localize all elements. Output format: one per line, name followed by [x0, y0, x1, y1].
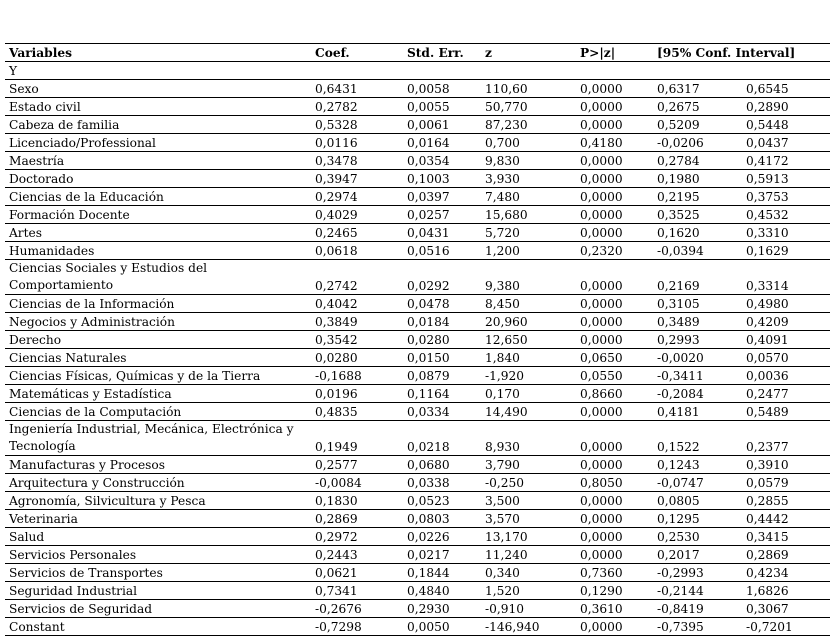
variable-cell: Ciencias de la Información — [5, 295, 311, 313]
conf-high-cell: 0,2477 — [742, 385, 830, 403]
std-err-cell: 0,0516 — [403, 242, 481, 260]
variable-cell: Ciencias de la Computación — [5, 403, 311, 421]
std-err-cell: 0,0680 — [403, 456, 481, 474]
variable-cell: Arquitectura y Construcción — [5, 474, 311, 492]
coef-cell: 0,6431 — [311, 80, 403, 98]
p-value-cell: 0,0000 — [576, 170, 653, 188]
p-value-cell: 0,0000 — [576, 98, 653, 116]
std-err-cell: 0,0164 — [403, 134, 481, 152]
conf-low-cell: -0,0206 — [653, 134, 742, 152]
coef-cell: 0,0280 — [311, 349, 403, 367]
p-value-cell: 0,0000 — [576, 492, 653, 510]
table-row — [5, 80, 830, 98]
table-row — [5, 313, 830, 331]
conf-high-cell: 0,5448 — [742, 116, 830, 134]
conf-high-cell: 0,4532 — [742, 206, 830, 224]
table-row — [5, 582, 830, 600]
header-p-value: P>|z| — [576, 44, 653, 62]
p-value-cell: 0,3610 — [576, 600, 653, 618]
table-row — [5, 546, 830, 564]
conf-high-cell: 0,3310 — [742, 224, 830, 242]
conf-high-cell: 0,5913 — [742, 170, 830, 188]
conf-high-cell: 0,4172 — [742, 152, 830, 170]
std-err-cell: 0,0478 — [403, 295, 481, 313]
variable-cell: Estado civil — [5, 98, 311, 116]
coef-cell: 0,2782 — [311, 98, 403, 116]
z-cell: 3,930 — [481, 170, 576, 188]
conf-high-cell: 0,4980 — [742, 295, 830, 313]
conf-high-cell: -0,7201 — [742, 618, 830, 636]
p-value-cell: 0,0000 — [576, 188, 653, 206]
table-row — [5, 474, 830, 492]
coef-cell: 0,3478 — [311, 152, 403, 170]
z-cell: -0,910 — [481, 600, 576, 618]
p-value-cell: 0,0000 — [576, 331, 653, 349]
coef-cell: 0,4042 — [311, 295, 403, 313]
coef-cell: 0,3542 — [311, 331, 403, 349]
conf-high-cell: 0,3753 — [742, 188, 830, 206]
variable-cell: Artes — [5, 224, 311, 242]
std-err-cell: 0,0280 — [403, 331, 481, 349]
variable-cell: Matemáticas y Estadística — [5, 385, 311, 403]
z-cell: 15,680 — [481, 206, 576, 224]
conf-high-cell: 0,2869 — [742, 546, 830, 564]
z-cell: 0,170 — [481, 385, 576, 403]
coef-cell: -0,1688 — [311, 367, 403, 385]
variable-cell: Servicios de Seguridad — [5, 600, 311, 618]
p-value-cell: 0,0000 — [576, 456, 653, 474]
header-row — [5, 44, 830, 62]
table-row — [5, 134, 830, 152]
std-err-cell: 0,2930 — [403, 600, 481, 618]
header-coef: Coef. — [311, 44, 403, 62]
conf-high-cell: 0,4234 — [742, 564, 830, 582]
std-err-cell: 0,0058 — [403, 80, 481, 98]
z-cell: 1,840 — [481, 349, 576, 367]
std-err-cell: 0,0150 — [403, 349, 481, 367]
coef-cell: 0,3849 — [311, 313, 403, 331]
p-value-cell: 0,0000 — [576, 260, 653, 295]
header-variables: Variables — [5, 44, 311, 62]
std-err-cell: 0,1003 — [403, 170, 481, 188]
p-value-cell: 0,0000 — [576, 528, 653, 546]
conf-low-cell: 0,2993 — [653, 331, 742, 349]
table-row — [5, 456, 830, 474]
variable-cell: Maestría — [5, 152, 311, 170]
conf-low-cell: 0,0805 — [653, 492, 742, 510]
std-err-cell: 0,0218 — [403, 421, 481, 456]
z-cell: 7,480 — [481, 188, 576, 206]
z-cell: 12,650 — [481, 331, 576, 349]
conf-high-cell: 0,3910 — [742, 456, 830, 474]
std-err-cell: 0,0397 — [403, 188, 481, 206]
variable-cell: Ingeniería Industrial, Mecánica, Electrónica y Tecnología — [5, 421, 311, 456]
conf-low-cell: 0,3105 — [653, 295, 742, 313]
z-cell: 9,830 — [481, 152, 576, 170]
p-value-cell: 0,0000 — [576, 546, 653, 564]
variable-cell: Negocios y Administración — [5, 313, 311, 331]
conf-low-cell: 0,3525 — [653, 206, 742, 224]
table-header — [5, 44, 830, 62]
z-cell: 0,340 — [481, 564, 576, 582]
conf-low-cell: -0,7395 — [653, 618, 742, 636]
variable-cell: Seguridad Industrial — [5, 582, 311, 600]
std-err-cell: 0,0523 — [403, 492, 481, 510]
header-z: z — [481, 44, 576, 62]
coef-cell: 0,4029 — [311, 206, 403, 224]
std-err-cell: 0,0338 — [403, 474, 481, 492]
z-cell: 87,230 — [481, 116, 576, 134]
z-cell: 8,930 — [481, 421, 576, 456]
z-cell: -1,920 — [481, 367, 576, 385]
p-value-cell: 0,0000 — [576, 618, 653, 636]
coef-cell: 0,7341 — [311, 582, 403, 600]
conf-low-cell: 0,4181 — [653, 403, 742, 421]
conf-low-cell: 0,2784 — [653, 152, 742, 170]
p-value-cell: 0,0000 — [576, 510, 653, 528]
coef-cell: 0,0196 — [311, 385, 403, 403]
conf-low-cell: 0,2675 — [653, 98, 742, 116]
variable-cell: Agronomía, Silvicultura y Pesca — [5, 492, 311, 510]
table-row — [5, 98, 830, 116]
coef-cell: 0,4835 — [311, 403, 403, 421]
z-cell: 1,200 — [481, 242, 576, 260]
p-value-cell: 0,0650 — [576, 349, 653, 367]
coef-cell: 0,2869 — [311, 510, 403, 528]
variable-cell: Humanidades — [5, 242, 311, 260]
std-err-cell: 0,0050 — [403, 618, 481, 636]
table-row — [5, 528, 830, 546]
conf-high-cell: 1,6826 — [742, 582, 830, 600]
coef-cell: 0,2465 — [311, 224, 403, 242]
std-err-cell: 0,0184 — [403, 313, 481, 331]
std-err-cell: 0,0803 — [403, 510, 481, 528]
variable-cell: Cabeza de familia — [5, 116, 311, 134]
p-value-cell: 0,1290 — [576, 582, 653, 600]
std-err-cell: 0,0431 — [403, 224, 481, 242]
conf-low-cell: -0,0394 — [653, 242, 742, 260]
coef-cell: 0,0621 — [311, 564, 403, 582]
variable-cell: Formación Docente — [5, 206, 311, 224]
p-value-cell: 0,8660 — [576, 385, 653, 403]
p-value-cell: 0,0000 — [576, 313, 653, 331]
z-cell: 11,240 — [481, 546, 576, 564]
z-cell: -0,250 — [481, 474, 576, 492]
p-value-cell: 0,0000 — [576, 421, 653, 456]
table-row — [5, 403, 830, 421]
std-err-cell: 0,0226 — [403, 528, 481, 546]
z-cell: 8,450 — [481, 295, 576, 313]
table-row — [5, 492, 830, 510]
conf-high-cell: 0,4442 — [742, 510, 830, 528]
table-row — [5, 260, 830, 295]
coef-cell: 0,2742 — [311, 260, 403, 295]
z-cell: 20,960 — [481, 313, 576, 331]
table-row — [5, 152, 830, 170]
p-value-cell: 0,0000 — [576, 403, 653, 421]
p-value-cell: 0,0000 — [576, 80, 653, 98]
z-cell: -146,940 — [481, 618, 576, 636]
coef-cell: 0,2443 — [311, 546, 403, 564]
z-cell: 13,170 — [481, 528, 576, 546]
conf-high-cell: 0,5489 — [742, 403, 830, 421]
coef-cell: 0,3947 — [311, 170, 403, 188]
conf-low-cell: 0,2195 — [653, 188, 742, 206]
variable-cell: Ciencias de la Educación — [5, 188, 311, 206]
p-value-cell: 0,0000 — [576, 152, 653, 170]
coef-cell: -0,2676 — [311, 600, 403, 618]
conf-low-cell: 0,1980 — [653, 170, 742, 188]
conf-low-cell: 0,2530 — [653, 528, 742, 546]
conf-low-cell: -0,2084 — [653, 385, 742, 403]
conf-high-cell: 0,3067 — [742, 600, 830, 618]
table-row — [5, 170, 830, 188]
table-row — [5, 242, 830, 260]
table-row — [5, 600, 830, 618]
conf-low-cell: -0,2144 — [653, 582, 742, 600]
conf-high-cell: 0,0570 — [742, 349, 830, 367]
coef-cell: 0,0116 — [311, 134, 403, 152]
std-err-cell: 0,0879 — [403, 367, 481, 385]
conf-low-cell: 0,1522 — [653, 421, 742, 456]
z-cell: 50,770 — [481, 98, 576, 116]
std-err-cell: 0,0334 — [403, 403, 481, 421]
conf-low-cell: -0,0020 — [653, 349, 742, 367]
z-cell: 9,380 — [481, 260, 576, 295]
coef-cell: 0,5328 — [311, 116, 403, 134]
conf-low-cell: 0,3489 — [653, 313, 742, 331]
conf-high-cell: 0,0579 — [742, 474, 830, 492]
table-row — [5, 349, 830, 367]
variable-cell: Licenciado/Professional — [5, 134, 311, 152]
header-conf-interval: [95% Conf. Interval] — [653, 44, 830, 62]
conf-high-cell: 0,2890 — [742, 98, 830, 116]
variable-cell: Servicios Personales — [5, 546, 311, 564]
coef-cell: 0,0618 — [311, 242, 403, 260]
coef-cell: 0,1830 — [311, 492, 403, 510]
p-value-cell: 0,7360 — [576, 564, 653, 582]
conf-high-cell: 0,0437 — [742, 134, 830, 152]
table-row — [5, 188, 830, 206]
table-row — [5, 224, 830, 242]
conf-low-cell: 0,1243 — [653, 456, 742, 474]
variable-cell: Ciencias Naturales — [5, 349, 311, 367]
variable-cell: Ciencias Sociales y Estudios del Comportamiento — [5, 260, 311, 295]
p-value-cell: 0,0000 — [576, 116, 653, 134]
variable-cell: Ciencias Físicas, Químicas y de la Tierra — [5, 367, 311, 385]
conf-low-cell: -0,2993 — [653, 564, 742, 582]
conf-low-cell: 0,1620 — [653, 224, 742, 242]
variable-cell: Servicios de Transportes — [5, 564, 311, 582]
conf-high-cell: 0,4091 — [742, 331, 830, 349]
table-row — [5, 618, 830, 636]
conf-low-cell: 0,2017 — [653, 546, 742, 564]
table-row — [5, 385, 830, 403]
p-value-cell: 0,2320 — [576, 242, 653, 260]
conf-low-cell: 0,2169 — [653, 260, 742, 295]
std-err-cell: 0,0354 — [403, 152, 481, 170]
conf-high-cell: 0,2377 — [742, 421, 830, 456]
regression-table — [5, 43, 830, 636]
coef-cell: 0,2974 — [311, 188, 403, 206]
std-err-cell: 0,0217 — [403, 546, 481, 564]
conf-low-cell: 0,6317 — [653, 80, 742, 98]
table-row — [5, 331, 830, 349]
z-cell: 0,700 — [481, 134, 576, 152]
table-body — [5, 62, 830, 636]
variable-cell: Manufacturas y Procesos — [5, 456, 311, 474]
std-err-cell: 0,1164 — [403, 385, 481, 403]
coef-cell: 0,1949 — [311, 421, 403, 456]
conf-low-cell: -0,3411 — [653, 367, 742, 385]
variable-cell: Constant — [5, 618, 311, 636]
conf-high-cell: 0,3415 — [742, 528, 830, 546]
coef-cell: 0,2972 — [311, 528, 403, 546]
std-err-cell: 0,0061 — [403, 116, 481, 134]
dependent-variable-label: Y — [5, 62, 311, 80]
std-err-cell: 0,0292 — [403, 260, 481, 295]
std-err-cell: 0,0257 — [403, 206, 481, 224]
variable-cell: Sexo — [5, 80, 311, 98]
dependent-variable-row — [5, 62, 830, 80]
table-row — [5, 421, 830, 456]
table-row — [5, 564, 830, 582]
std-err-cell: 0,0055 — [403, 98, 481, 116]
z-cell: 1,520 — [481, 582, 576, 600]
conf-high-cell: 0,6545 — [742, 80, 830, 98]
p-value-cell: 0,0000 — [576, 295, 653, 313]
conf-high-cell: 0,4209 — [742, 313, 830, 331]
p-value-cell: 0,0000 — [576, 206, 653, 224]
z-cell: 3,790 — [481, 456, 576, 474]
variable-cell: Derecho — [5, 331, 311, 349]
table-row — [5, 510, 830, 528]
conf-high-cell: 0,2855 — [742, 492, 830, 510]
coef-cell: -0,0084 — [311, 474, 403, 492]
variable-cell: Doctorado — [5, 170, 311, 188]
p-value-cell: 0,0000 — [576, 224, 653, 242]
z-cell: 14,490 — [481, 403, 576, 421]
header-std-err: Std. Err. — [403, 44, 481, 62]
std-err-cell: 0,4840 — [403, 582, 481, 600]
z-cell: 3,500 — [481, 492, 576, 510]
table-row — [5, 206, 830, 224]
conf-low-cell: 0,5209 — [653, 116, 742, 134]
variable-cell: Veterinaria — [5, 510, 311, 528]
p-value-cell: 0,4180 — [576, 134, 653, 152]
conf-low-cell: -0,0747 — [653, 474, 742, 492]
coef-cell: 0,2577 — [311, 456, 403, 474]
z-cell: 3,570 — [481, 510, 576, 528]
z-cell: 5,720 — [481, 224, 576, 242]
conf-low-cell: 0,1295 — [653, 510, 742, 528]
z-cell: 110,60 — [481, 80, 576, 98]
conf-high-cell: 0,0036 — [742, 367, 830, 385]
table-row — [5, 295, 830, 313]
std-err-cell: 0,1844 — [403, 564, 481, 582]
variable-cell: Salud — [5, 528, 311, 546]
table-row — [5, 367, 830, 385]
conf-high-cell: 0,3314 — [742, 260, 830, 295]
conf-high-cell: 0,1629 — [742, 242, 830, 260]
table-row — [5, 116, 830, 134]
coef-cell: -0,7298 — [311, 618, 403, 636]
p-value-cell: 0,8050 — [576, 474, 653, 492]
p-value-cell: 0,0550 — [576, 367, 653, 385]
conf-low-cell: -0,8419 — [653, 600, 742, 618]
